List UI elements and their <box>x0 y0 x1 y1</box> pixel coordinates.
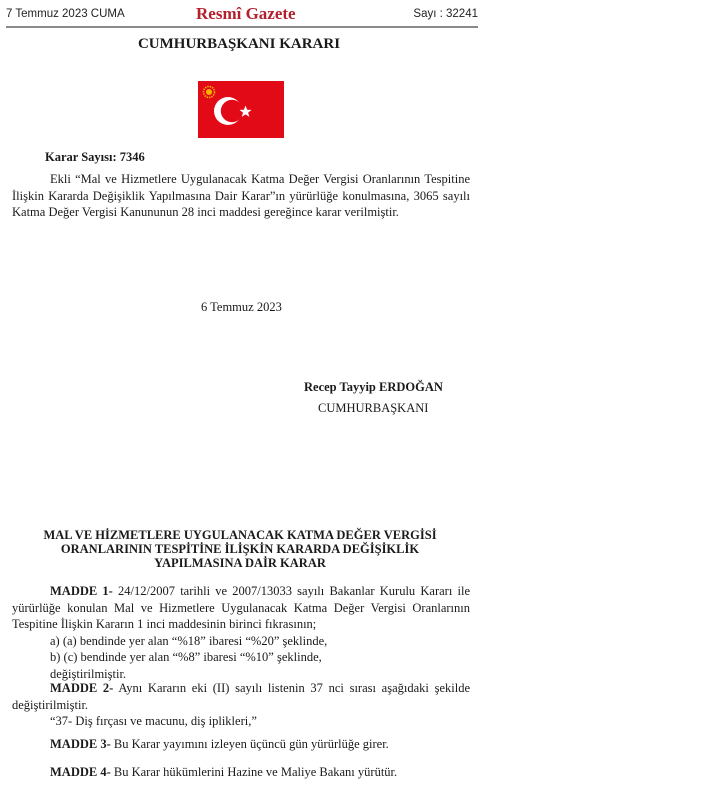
gazette-header <box>6 4 478 26</box>
decision-date: 6 Temmuz 2023 <box>201 300 282 314</box>
article-label: MADDE 2- <box>50 681 114 695</box>
article-2 <box>12 680 470 730</box>
article-label: MADDE 3- <box>50 737 111 751</box>
article-label: MADDE 1- <box>50 584 113 598</box>
article-1 <box>12 583 470 682</box>
signatory-name: Recep Tayyip ERDOĞAN <box>304 380 443 394</box>
publication-date: 7 Temmuz 2023 CUMA <box>6 8 125 20</box>
annex-title <box>20 528 460 570</box>
article-text: Bu Karar yayımını izleyen üçüncü gün yürürlüğe girer. <box>110 737 389 751</box>
article-3 <box>12 736 470 753</box>
article-text: 24/12/2007 tarihli ve 2007/13033 sayılı Bakanlar Kurulu Kararı ile yürürlüğe konulan Mal ve Hizmetlere Uygulanacak Katma Değer Vergisi Oranlarının Tespitine İlişkin Kararın 1 inci maddesinin birinci fıkrasının; <box>12 584 470 631</box>
annex-title-line: MAL VE HİZMETLERE UYGULANACAK KATMA DEĞER VERGİSİ <box>43 528 437 542</box>
annex-title-line: ORANLARININ TESPİTİNE İLİŞKİN KARARDA DEĞİŞİKLİK <box>60 542 420 556</box>
intro-paragraph: Ekli “Mal ve Hizmetlere Uygulanacak Katma Değer Vergisi Oranlarının Tespitine İlişkin Kararda Değişiklik Yapılmasına Dair Karar”ın yürürlüğe konulmasına, 3065 sayılı Katma Değer Vergisi Kanununun 28 inci maddesi gereğince karar verilmiştir. <box>12 172 470 219</box>
article-sub-line: değiştirilmiştir. <box>50 666 127 681</box>
article-text: Aynı Kararın eki (II) sayılı listenin 37 nci sırası aşağıdaki şekilde değiştirilmiştir. <box>12 681 470 712</box>
issue-number: Sayı : 32241 <box>413 8 478 20</box>
article-sub-line: “37- Diş fırçası ve macunu, diş iplikleri,” <box>50 714 257 728</box>
article-text: Bu Karar hükümlerini Hazine ve Maliye Bakanı yürütür. <box>110 765 398 779</box>
decision-number: Karar Sayısı: 7346 <box>45 150 145 164</box>
signatory-title: CUMHURBAŞKANI <box>318 401 429 415</box>
turkish-flag-icon <box>198 81 284 138</box>
annex-title-line: YAPILMASINA DAİR KARAR <box>154 556 326 570</box>
article-sub-line: b) (c) bendinde yer alan “%8” ibaresi “%10” şeklinde, <box>50 650 322 664</box>
gazette-title: Resmî Gazete <box>196 4 296 23</box>
document-heading: CUMHURBAŞKANI KARARI <box>137 36 341 52</box>
article-4 <box>12 764 470 781</box>
article-sub-line: a) (a) bendinde yer alan “%18” ibaresi “%20” şeklinde, <box>50 633 328 648</box>
header-divider <box>6 26 478 28</box>
article-label: MADDE 4- <box>50 765 111 779</box>
